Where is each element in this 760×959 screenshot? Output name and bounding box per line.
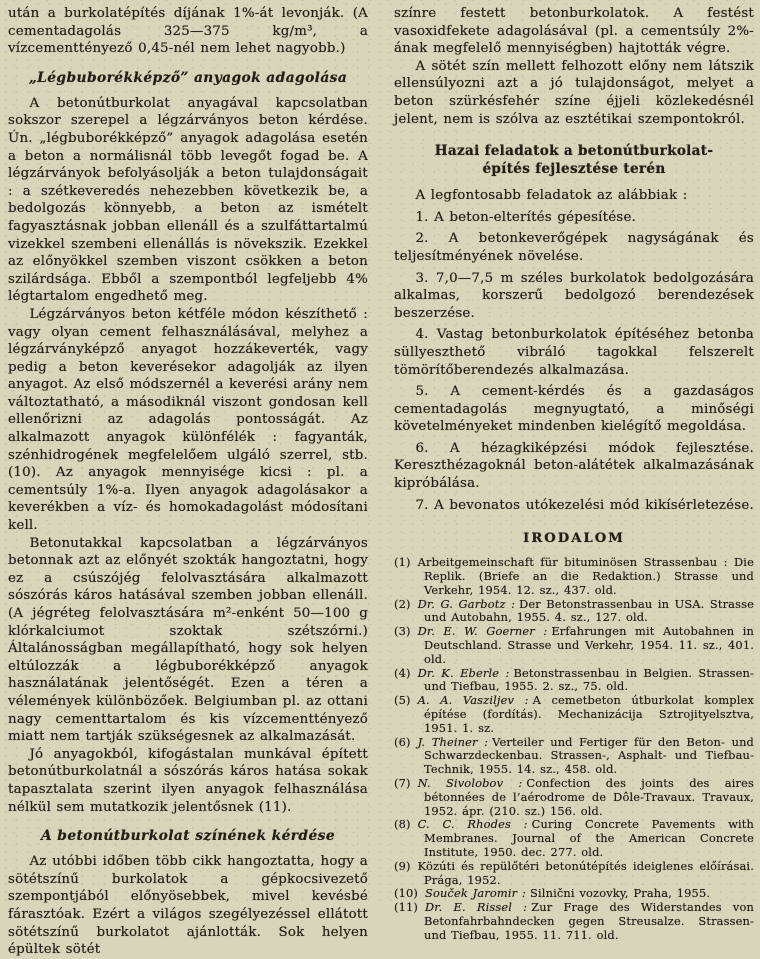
- reference-number: (5): [394, 693, 411, 708]
- reference-author: C. C. Rhodes :: [417, 817, 528, 832]
- reference-number: (7): [394, 776, 411, 790]
- task-item-7: 7. A bevonatos utókezelési mód kikísérletezése.: [415, 497, 754, 513]
- reference-item-10: [394, 887, 754, 901]
- task-item-4: 4. Vastag betonburkolatok építéséhez betonba süllyeszthető vibráló tagokkal felszerelt tömörítőberendezés alkalmazása.: [394, 327, 754, 378]
- paragraph-szin: Az utóbbi időben több cikk hangoztatta, hogy a sötétszínű burkolatok a gépkocsivezető szempontjából előnyösebbek, mivel kevésbé fárasztóak. Ezért a világos szegélyezéssel ellátott sötétszínű burkolatot ajánlották. Sok helyen épültek sötét: [8, 854, 368, 958]
- reference-text: Verteiler und Fertiger für den Beton- und Schwarzdeckenbau. Strassen-, Asphalt- und Tiefbau-Technik, 1955. 14. sz., 458. old.: [424, 734, 754, 777]
- reference-item-11: [394, 901, 754, 942]
- reference-author: Dr. E. Rissel :: [424, 900, 528, 915]
- reference-author: N. Sivolobov :: [417, 776, 523, 790]
- reference-text: Zur Frage des Widerstandes von Betonfahrbahndecken gegen Streusalze. Strassen- und Tiefbau, 1955. 11. 711. old.: [424, 900, 754, 942]
- paragraph-tasks-intro: A legfontosabb feladatok az alábbiak :: [415, 188, 688, 204]
- reference-item-7: [394, 777, 754, 818]
- reference-item-3: [394, 625, 754, 666]
- reference-text: Confection des joints des aires bétonnées de l’aérodrome de Dôle-Travaux. Travaux, 1952. ápr. (210. sz.) 156. old.: [424, 776, 754, 818]
- reference-text: Erfahrungen mit Autobahnen in Deutschland. Strasse und Verkehr, 1954. 11. sz., 401. old.: [424, 624, 754, 666]
- paragraph-sotet-szin: A sötét szín mellett felhozott előny nem látszik ellensúlyozni azt a jó tulajdonságot, melyet a beton szürkésfehér színe éjjeli közlekedésnél jelent, nem is szólva az esztétikai szempontokról.: [394, 58, 754, 127]
- reference-number: (6): [394, 734, 411, 749]
- reference-number: (3): [394, 624, 411, 639]
- reference-text: Arbeitgemeinschaft für bituminösen Strassenbau : Die Replik. (Briefe an die Redaktion.) Strasse und Verkehr, 1954. 12. sz., 437. old.: [417, 555, 754, 597]
- section-heading-irodalom: IRODALOM: [523, 531, 625, 547]
- task-item-6: 6. A hézagkiképzési módok fejlesztése. Kereszthézagoknál beton-alátétek alkalmazásának kipróbálása.: [394, 440, 754, 492]
- paragraph-betonutak: Betonutakkal kapcsolatban a légzárványos betonnak azt az előnyét szokták hangoztatni, hogy ez a csúszójég felolvasztására alkalmazott sószórás káros hatásával szemben jobban ellenáll. (A jégréteg felolvasztására m²-enként 50—100 g klórkalciumot szoktak szétszórni.) Általánosságban megállapítható, hogy sok helyen eltúlozzák a légbuborékképző anyagok használatának jelentőségét. Ezen a téren a vélemények különbözőek. Belgiumban pl. az ottani nagy cementtartalom és kis vízcementtényező miatt nem tartják szükségesnek az alkalmazását.: [8, 535, 368, 745]
- reference-number: (8): [394, 817, 411, 832]
- reference-text: Betonstrassenbau in Belgien. Strassen- und Tiefbau, 1955. 2. sz., 75. old.: [424, 665, 754, 694]
- reference-item-6: [394, 736, 754, 777]
- reference-author: A. A. Vasziljev :: [417, 693, 529, 708]
- reference-item-2: [394, 598, 754, 626]
- reference-number: (9): [394, 858, 411, 873]
- task-item-3: 3. 7,0—7,5 m széles burkolatok bedolgozására alkalmas, korszerű bedolgozó berendezések beszerzése.: [394, 270, 754, 321]
- reference-item-4: [394, 667, 754, 695]
- section-heading-legbuborekkepzo: „Légbuborékképző” anyagok adagolása: [28, 69, 348, 86]
- task-item-5: 5. A cement-kérdés és a gazdaságos cementadagolás megnyugtató, a minőségi követelményeket mindenben kielégítő megoldása.: [394, 384, 754, 435]
- reference-item-8: [394, 818, 754, 859]
- reference-list: [394, 556, 754, 942]
- reference-item-9: [394, 860, 754, 888]
- reference-author: Souček Jaromir :: [424, 886, 527, 901]
- reference-number: (4): [394, 665, 411, 680]
- reference-text: Silnični vozovky, Praha, 1955.: [530, 886, 711, 901]
- right-column: [394, 5, 754, 942]
- reference-author: Dr. K. Eberle :: [417, 665, 510, 680]
- reference-number: (10): [394, 886, 418, 901]
- section-heading-szin: A betonútburkolat színének kérdése: [40, 828, 335, 845]
- left-column: [8, 5, 368, 958]
- section-heading-hazai-feladatok: Hazai feladatok a betonútburkolat-építés fejlesztése terén: [434, 143, 714, 178]
- reference-author: Dr. G. Garbotz :: [417, 596, 516, 611]
- reference-item-5: [394, 694, 754, 735]
- reference-text: Curing Concrete Pavements with Membranes. Journal of the American Concrete Institute, 1950. dec. 277. old.: [424, 817, 754, 859]
- paragraph-intro-continuation: után a burkolatépítés díjának 1%-át levonják. (A cementadagolás 325—375 kg/m³, a vízcementtényező 0,45-nél nem lehet nagyobb.): [8, 6, 368, 57]
- reference-text: Közúti és repülőtéri betonútépítés ideiglenes előírásai. Prága, 1952.: [417, 858, 754, 887]
- reference-text: A cemetbeton útburkolat komplex építése (fordítás). Mechanizácija Sztrojityelsztva, 1951. 1. sz.: [424, 693, 754, 735]
- reference-author: Dr. E. W. Goerner :: [417, 624, 548, 639]
- reference-number: (11): [394, 900, 418, 915]
- reference-item-1: [394, 556, 754, 597]
- paragraph-festett-continuation: színre festett betonburkolatok. A festést vasoxidfekete adagolásával (pl. a cementsúly 2%-ának megfelelő mennyiségben) hajtották végre.: [394, 6, 754, 57]
- reference-number: (1): [394, 555, 411, 570]
- paragraph-legzarvanyos-1: A betonútburkolat anyagával kapcsolatban sokszor szerepel a légzárványos beton kérdése. Ún. „légbuborékképző” anyagok adagolása esetén a beton a normálisnál több levegőt fogad be. A légzárványok befolyásolják a beton tulajdonságait : a szétkeveredés nehezebben következik be, a bedolgozás könnyebb, a beton az ismételt fagyasztásnak jobban ellenáll és a szulfáttartalmú vizekkel szembeni ellenállás is növekszik. Ezekkel az előnyökkel szemben viszont csökken a beton szilárdsága. Ebből a szempontból legfeljebb 4% légtartalom engedhető meg.: [8, 95, 368, 305]
- reference-text: Der Betonstrassenbau in USA. Strasse und Autobahn, 1955. 4. sz., 127. old.: [424, 596, 754, 625]
- paragraph-jo-anyagok: Jó anyagokból, kifogástalan munkával épített betonútburkolatnál a sószórás káros hatása sokak tapasztalata szerint ilyen anyagok felhasználása nélkül sem mutatkozik jelentősnek (11).: [8, 746, 368, 815]
- reference-number: (2): [394, 596, 411, 611]
- task-item-1: 1. A beton-elterítés gépesítése.: [415, 209, 637, 225]
- paragraph-legzarvanyos-2: Légzárványos beton kétféle módon készíthető : vagy olyan cement felhasználásával, melyhez a légzárványképző anyagot hozzákeverték, vagy pedig a beton keverésekor adagolják az ilyen anyagot. Az első módszernél a keverési arány nem változtatható, a másodiknál viszont gondosan kell ellenőrizni az adagolás pontosságát. Az alkalmazott anyagok különfélék : fagyanták, szénhidrogének megfelelőem ulgáló szerrel, stb. (10). Az anyagok mennyisége kicsi : pl. a cementsúly 1%-a. Ilyen anyagok adagolásakor a keverékben a víz- és homokadagolást módosítani kell.: [8, 306, 368, 534]
- task-item-2: 2. A betonkeverőgépek nagyságának és teljesítményének növelése.: [394, 231, 754, 264]
- reference-author: J. Theiner :: [417, 734, 489, 749]
